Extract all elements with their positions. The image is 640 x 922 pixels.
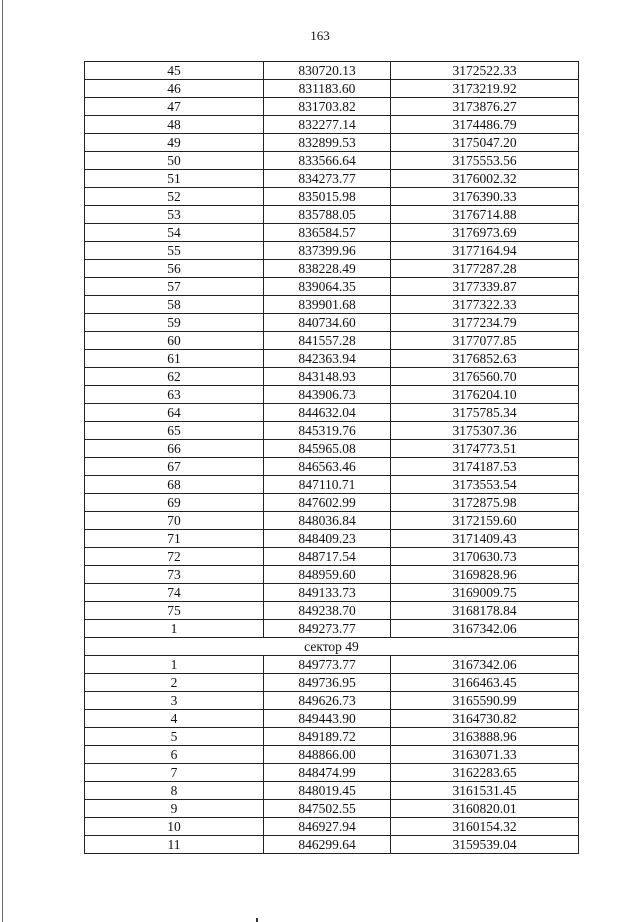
y-coordinate-cell: 3173219.92 — [391, 80, 579, 98]
y-coordinate-cell: 3177164.94 — [391, 242, 579, 260]
y-coordinate-cell: 3174773.51 — [391, 440, 579, 458]
x-coordinate-cell: 843148.93 — [264, 368, 391, 386]
point-number-cell: 65 — [85, 422, 264, 440]
point-number-cell: 68 — [85, 476, 264, 494]
y-coordinate-cell: 3175553.56 — [391, 152, 579, 170]
y-coordinate-cell: 3164730.82 — [391, 710, 579, 728]
point-number-cell: 62 — [85, 368, 264, 386]
x-coordinate-cell: 838228.49 — [264, 260, 391, 278]
point-number-cell: 6 — [85, 746, 264, 764]
y-coordinate-cell: 3166463.45 — [391, 674, 579, 692]
table-row — [85, 674, 579, 692]
table-row — [85, 602, 579, 620]
point-number-cell: 72 — [85, 548, 264, 566]
y-coordinate-cell: 3172159.60 — [391, 512, 579, 530]
y-coordinate-cell: 3165590.99 — [391, 692, 579, 710]
point-number-cell: 11 — [85, 836, 264, 854]
y-coordinate-cell: 3168178.84 — [391, 602, 579, 620]
table-row — [85, 350, 579, 368]
x-coordinate-cell: 847602.99 — [264, 494, 391, 512]
point-number-cell: 48 — [85, 116, 264, 134]
y-coordinate-cell: 3162283.65 — [391, 764, 579, 782]
table-row — [85, 440, 579, 458]
x-coordinate-cell: 845965.08 — [264, 440, 391, 458]
y-coordinate-cell: 3177077.85 — [391, 332, 579, 350]
y-coordinate-cell: 3176204.10 — [391, 386, 579, 404]
y-coordinate-cell: 3174187.53 — [391, 458, 579, 476]
x-coordinate-cell: 835015.98 — [264, 188, 391, 206]
y-coordinate-cell: 3172522.33 — [391, 62, 579, 80]
table-row — [85, 152, 579, 170]
point-number-cell: 9 — [85, 800, 264, 818]
point-number-cell: 7 — [85, 764, 264, 782]
x-coordinate-cell: 831703.82 — [264, 98, 391, 116]
y-coordinate-cell: 3175047.20 — [391, 134, 579, 152]
table-row — [85, 764, 579, 782]
y-coordinate-cell: 3176973.69 — [391, 224, 579, 242]
table-row — [85, 134, 579, 152]
table-body-lower — [85, 656, 579, 854]
table-row — [85, 656, 579, 674]
y-coordinate-cell: 3176560.70 — [391, 368, 579, 386]
x-coordinate-cell: 848866.00 — [264, 746, 391, 764]
y-coordinate-cell: 3177339.87 — [391, 278, 579, 296]
point-number-cell: 60 — [85, 332, 264, 350]
table-row — [85, 296, 579, 314]
point-number-cell: 73 — [85, 566, 264, 584]
table-row — [85, 368, 579, 386]
table-row — [85, 98, 579, 116]
point-number-cell: 59 — [85, 314, 264, 332]
table-row — [85, 782, 579, 800]
x-coordinate-cell: 836584.57 — [264, 224, 391, 242]
x-coordinate-cell: 848019.45 — [264, 782, 391, 800]
x-coordinate-cell: 846299.64 — [264, 836, 391, 854]
y-coordinate-cell: 3173876.27 — [391, 98, 579, 116]
point-number-cell: 10 — [85, 818, 264, 836]
section-label: сектор 49 — [85, 638, 579, 656]
point-number-cell: 70 — [85, 512, 264, 530]
table-row — [85, 548, 579, 566]
x-coordinate-cell: 831183.60 — [264, 80, 391, 98]
x-coordinate-cell: 849443.90 — [264, 710, 391, 728]
table-row — [85, 206, 579, 224]
table-row — [85, 746, 579, 764]
point-number-cell: 53 — [85, 206, 264, 224]
y-coordinate-cell: 3175307.36 — [391, 422, 579, 440]
point-number-cell: 69 — [85, 494, 264, 512]
y-coordinate-cell: 3172875.98 — [391, 494, 579, 512]
x-coordinate-cell: 839901.68 — [264, 296, 391, 314]
x-coordinate-cell: 847110.71 — [264, 476, 391, 494]
table-row — [85, 404, 579, 422]
table-row — [85, 224, 579, 242]
point-number-cell: 63 — [85, 386, 264, 404]
table-row — [85, 332, 579, 350]
y-coordinate-cell: 3176002.32 — [391, 170, 579, 188]
table-row — [85, 260, 579, 278]
x-coordinate-cell: 849773.77 — [264, 656, 391, 674]
point-number-cell: 47 — [85, 98, 264, 116]
y-coordinate-cell: 3163071.33 — [391, 746, 579, 764]
table-row — [85, 818, 579, 836]
point-number-cell: 2 — [85, 674, 264, 692]
point-number-cell: 3 — [85, 692, 264, 710]
x-coordinate-cell: 833566.64 — [264, 152, 391, 170]
y-coordinate-cell: 3171409.43 — [391, 530, 579, 548]
y-coordinate-cell: 3175785.34 — [391, 404, 579, 422]
point-number-cell: 57 — [85, 278, 264, 296]
y-coordinate-cell: 3160154.32 — [391, 818, 579, 836]
coordinates-table — [84, 61, 579, 854]
point-number-cell: 71 — [85, 530, 264, 548]
table-row — [85, 458, 579, 476]
table-row — [85, 710, 579, 728]
x-coordinate-cell: 837399.96 — [264, 242, 391, 260]
x-coordinate-cell: 839064.35 — [264, 278, 391, 296]
x-coordinate-cell: 849189.72 — [264, 728, 391, 746]
point-number-cell: 64 — [85, 404, 264, 422]
table-row — [85, 494, 579, 512]
table-row — [85, 314, 579, 332]
table-row — [85, 620, 579, 638]
point-number-cell: 51 — [85, 170, 264, 188]
x-coordinate-cell: 848474.99 — [264, 764, 391, 782]
y-coordinate-cell: 3169009.75 — [391, 584, 579, 602]
point-number-cell: 75 — [85, 602, 264, 620]
x-coordinate-cell: 848959.60 — [264, 566, 391, 584]
x-coordinate-cell: 846563.46 — [264, 458, 391, 476]
section-row — [85, 638, 579, 656]
x-coordinate-cell: 849133.73 — [264, 584, 391, 602]
table-row — [85, 170, 579, 188]
x-coordinate-cell: 849273.77 — [264, 620, 391, 638]
point-number-cell: 50 — [85, 152, 264, 170]
table-row — [85, 836, 579, 854]
x-coordinate-cell: 834273.77 — [264, 170, 391, 188]
x-coordinate-cell: 840734.60 — [264, 314, 391, 332]
point-number-cell: 56 — [85, 260, 264, 278]
table-row — [85, 188, 579, 206]
table-row — [85, 386, 579, 404]
x-coordinate-cell: 848409.23 — [264, 530, 391, 548]
x-coordinate-cell: 843906.73 — [264, 386, 391, 404]
table-row — [85, 422, 579, 440]
point-number-cell: 61 — [85, 350, 264, 368]
point-number-cell: 1 — [85, 620, 264, 638]
table-row — [85, 530, 579, 548]
point-number-cell: 1 — [85, 656, 264, 674]
x-coordinate-cell: 849736.95 — [264, 674, 391, 692]
point-number-cell: 5 — [85, 728, 264, 746]
x-coordinate-cell: 842363.94 — [264, 350, 391, 368]
table-body-upper — [85, 62, 579, 638]
x-coordinate-cell: 832899.53 — [264, 134, 391, 152]
point-number-cell: 4 — [85, 710, 264, 728]
y-coordinate-cell: 3167342.06 — [391, 620, 579, 638]
x-coordinate-cell: 835788.05 — [264, 206, 391, 224]
x-coordinate-cell: 847502.55 — [264, 800, 391, 818]
point-number-cell: 55 — [85, 242, 264, 260]
section-header — [85, 638, 579, 656]
x-coordinate-cell: 848717.54 — [264, 548, 391, 566]
y-coordinate-cell: 3170630.73 — [391, 548, 579, 566]
page-number: 163 — [310, 28, 330, 43]
x-coordinate-cell: 841557.28 — [264, 332, 391, 350]
y-coordinate-cell: 3177287.28 — [391, 260, 579, 278]
y-coordinate-cell: 3159539.04 — [391, 836, 579, 854]
table-row — [85, 512, 579, 530]
table-row — [85, 62, 579, 80]
point-number-cell: 67 — [85, 458, 264, 476]
table-row — [85, 800, 579, 818]
point-number-cell: 46 — [85, 80, 264, 98]
x-coordinate-cell: 832277.14 — [264, 116, 391, 134]
y-coordinate-cell: 3177322.33 — [391, 296, 579, 314]
point-number-cell: 52 — [85, 188, 264, 206]
point-number-cell: 58 — [85, 296, 264, 314]
scan-mark — [256, 918, 258, 922]
y-coordinate-cell: 3176390.33 — [391, 188, 579, 206]
y-coordinate-cell: 3174486.79 — [391, 116, 579, 134]
y-coordinate-cell: 3163888.96 — [391, 728, 579, 746]
point-number-cell: 74 — [85, 584, 264, 602]
table-row — [85, 116, 579, 134]
y-coordinate-cell: 3161531.45 — [391, 782, 579, 800]
x-coordinate-cell: 848036.84 — [264, 512, 391, 530]
y-coordinate-cell: 3177234.79 — [391, 314, 579, 332]
table-row — [85, 566, 579, 584]
x-coordinate-cell: 849238.70 — [264, 602, 391, 620]
y-coordinate-cell: 3176852.63 — [391, 350, 579, 368]
table-row — [85, 476, 579, 494]
point-number-cell: 45 — [85, 62, 264, 80]
x-coordinate-cell: 846927.94 — [264, 818, 391, 836]
point-number-cell: 54 — [85, 224, 264, 242]
x-coordinate-cell: 844632.04 — [264, 404, 391, 422]
point-number-cell: 8 — [85, 782, 264, 800]
y-coordinate-cell: 3169828.96 — [391, 566, 579, 584]
table-row — [85, 692, 579, 710]
y-coordinate-cell: 3160820.01 — [391, 800, 579, 818]
table-row — [85, 278, 579, 296]
y-coordinate-cell: 3167342.06 — [391, 656, 579, 674]
x-coordinate-cell: 830720.13 — [264, 62, 391, 80]
table-row — [85, 728, 579, 746]
point-number-cell: 66 — [85, 440, 264, 458]
y-coordinate-cell: 3176714.88 — [391, 206, 579, 224]
x-coordinate-cell: 849626.73 — [264, 692, 391, 710]
table-row — [85, 584, 579, 602]
page-edge — [2, 0, 3, 922]
y-coordinate-cell: 3173553.54 — [391, 476, 579, 494]
table-row — [85, 80, 579, 98]
x-coordinate-cell: 845319.76 — [264, 422, 391, 440]
table-row — [85, 242, 579, 260]
point-number-cell: 49 — [85, 134, 264, 152]
